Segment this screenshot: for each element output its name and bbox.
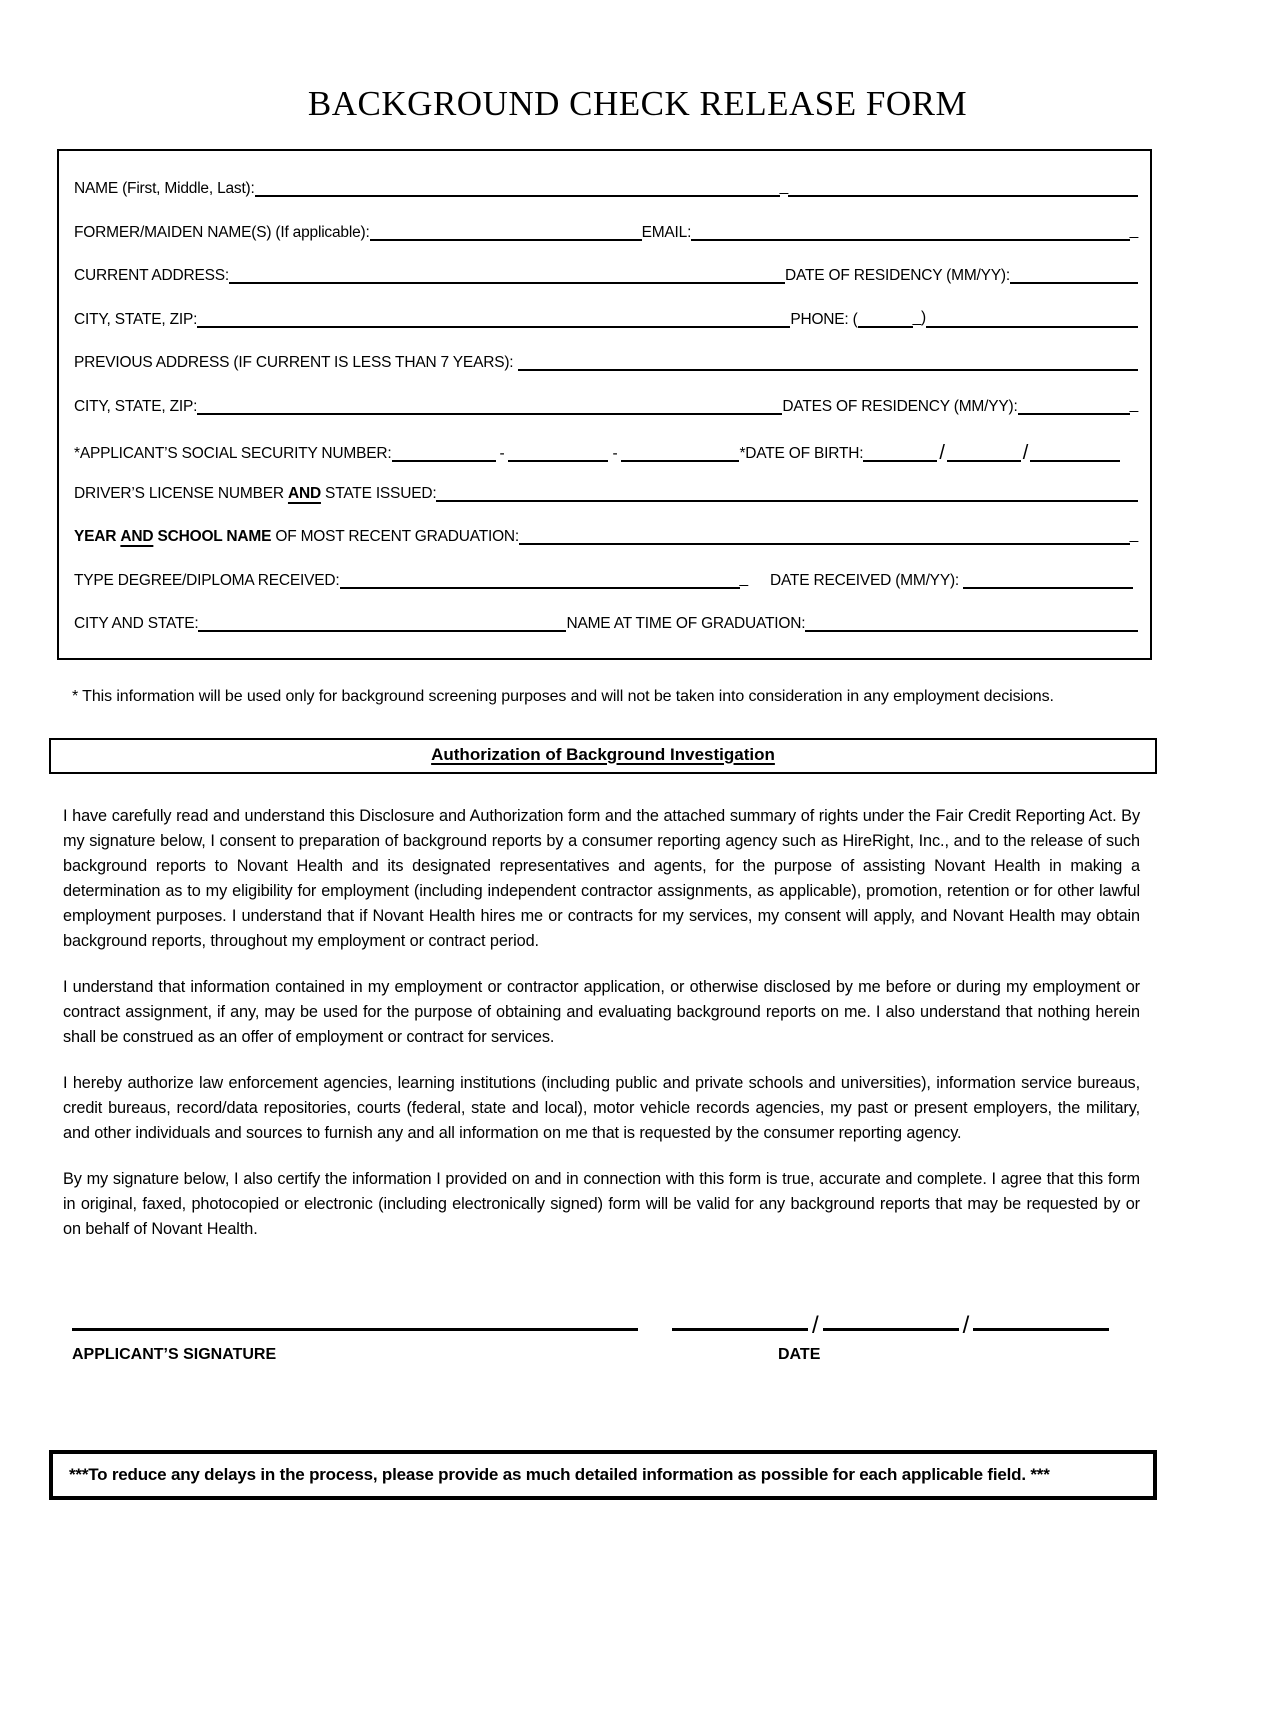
- phone-area-code-line[interactable]: [858, 326, 913, 328]
- stray-underscore: _: [1129, 221, 1138, 239]
- phone-label: PHONE: (: [790, 310, 858, 328]
- grad-city-state-line[interactable]: [198, 630, 566, 632]
- grad-city-state-label: CITY AND STATE:: [74, 615, 199, 632]
- stray-underscore: _: [1129, 526, 1138, 543]
- city-state-zip-label: CITY, STATE, ZIP:: [74, 310, 198, 328]
- name-line-1[interactable]: [255, 195, 780, 197]
- ssn-part2-line[interactable]: [508, 460, 608, 462]
- date-month-line[interactable]: [672, 1328, 808, 1331]
- background-check-release-form-page: [0, 84, 1275, 1500]
- city-state-zip-2-label: CITY, STATE, ZIP:: [74, 397, 198, 415]
- auth-paragraph-2: I understand that information contained in my employment or contractor application, or otherwise disclosed by me before or during my employment or contract assignment, if any, may be used for the purpose of obtaining and evaluating background reports on me. I also understand that nothing herein shall be construed as an offer of employment or contract for services.: [63, 977, 1140, 1046]
- stray-underscore: _: [1129, 395, 1138, 413]
- dob-slash: /: [1022, 442, 1029, 464]
- date-slash: /: [812, 1311, 819, 1339]
- dates-of-residency-label: DATES OF RESIDENCY (MM/YY):: [782, 397, 1018, 415]
- date-year-line[interactable]: [973, 1328, 1109, 1331]
- signature-labels: [72, 1346, 1113, 1364]
- form-row-ssn-dob: [74, 424, 1138, 468]
- ssn-dash: -: [499, 445, 505, 462]
- and-emphasis: AND: [120, 528, 154, 545]
- signature-row: [72, 1310, 1113, 1338]
- graduation-year-school-line[interactable]: [519, 543, 1130, 545]
- email-line[interactable]: [691, 239, 1129, 241]
- applicant-signature-line[interactable]: [72, 1328, 638, 1331]
- state-issued-label: STATE ISSUED:: [320, 484, 437, 502]
- form-row-city-state-zip: [74, 294, 1138, 338]
- and-emphasis: AND: [287, 484, 321, 502]
- auth-paragraph-3: I hereby authorize law enforcement agencies, learning institutions (including public and private schools and universities), information service bureaus, credit bureaus, record/data repositories, courts (federal, state and local), motor vehicle records agencies, my past or present employers, the military, and other individuals and sources to furnish any and all information on me that is requested by the consumer reporting agency.: [63, 1073, 1140, 1142]
- form-row-graduation: [74, 511, 1138, 555]
- auth-paragraph-1: I have carefully read and understand this Disclosure and Authorization form and the attached summary of rights under the Fair Credit Reporting Act. By my signature below, I consent to preparation of background reports by a consumer reporting agency such as HireRight, Inc., and to the release of such background reports to Novant Health and its designated representatives and agents, for the purpose of assisting Novant Health in making a determination as to my eligibility for employment (including independent contractor assignments, as applicable), promotion, retention or for other lawful employment purposes. I understand that if Novant Health hires me or contracts for my services, my consent will apply, and Novant Health may obtain background reports, throughout my employment or contract period.: [63, 806, 1140, 950]
- former-maiden-name-line[interactable]: [370, 239, 642, 241]
- phone-close-paren: _): [912, 308, 926, 326]
- ssn-label: *APPLICANT’S SOCIAL SECURITY NUMBER:: [74, 445, 392, 462]
- screening-disclaimer-note: * This information will be used only for background screening purposes and will not be taken into consideration in any employment decisions.: [72, 687, 1054, 705]
- previous-address-line[interactable]: [518, 369, 1138, 371]
- date-label: DATE: [778, 1345, 821, 1363]
- dob-month-line[interactable]: [863, 460, 937, 462]
- drivers-license-line[interactable]: [436, 500, 1138, 502]
- date-slash: /: [962, 1311, 970, 1339]
- page-title: BACKGROUND CHECK RELEASE FORM: [307, 84, 968, 123]
- ssn-part1-line[interactable]: [392, 460, 496, 462]
- auth-paragraphs: [63, 804, 1140, 1242]
- form-row-name: [74, 163, 1138, 207]
- form-row-former-name-email: [74, 207, 1138, 251]
- auth-section-header-box: [49, 738, 1157, 774]
- degree-type-line[interactable]: [340, 587, 740, 589]
- applicant-info-box: [57, 149, 1152, 660]
- date-received-label: DATE RECEIVED (MM/YY):: [769, 571, 964, 589]
- date-of-birth-label: *DATE OF BIRTH:: [739, 445, 864, 462]
- graduation-name-label: NAME AT TIME OF GRADUATION:: [566, 615, 806, 632]
- current-address-label: CURRENT ADDRESS:: [74, 267, 229, 284]
- form-row-previous-address: [74, 337, 1138, 381]
- form-row-grad-city-name: [74, 598, 1138, 642]
- ssn-part3-line[interactable]: [621, 460, 739, 462]
- email-label: EMAIL:: [641, 223, 692, 241]
- date-of-residency-label: DATE OF RESIDENCY (MM/YY):: [784, 267, 1010, 284]
- date-received-line[interactable]: [963, 587, 1133, 589]
- stray-underscore: _: [779, 178, 789, 195]
- previous-address-label: PREVIOUS ADDRESS (IF CURRENT IS LESS THAN 7 YEARS):: [74, 354, 518, 371]
- applicant-signature-label: APPLICANT’S SIGNATURE: [72, 1345, 277, 1363]
- date-day-line[interactable]: [823, 1328, 959, 1331]
- name-label: NAME (First, Middle, Last):: [74, 180, 255, 197]
- auth-paragraph-4: By my signature below, I also certify the information I provided on and in connection with this form is true, accurate and complete. I agree that this form in original, faxed, photocopied or electronic (including electronically signed) form will be valid for any background reports that may be requested by or on behalf of Novant Health.: [63, 1169, 1140, 1238]
- phone-number-line[interactable]: [926, 326, 1138, 328]
- year-emphasis: YEAR: [74, 528, 121, 545]
- form-row-drivers-license: [74, 468, 1138, 512]
- dates-of-residency-line[interactable]: [1018, 413, 1130, 415]
- former-maiden-name-label: FORMER/MAIDEN NAME(S) (If applicable):: [74, 223, 370, 241]
- footer-notice-box: [49, 1450, 1157, 1500]
- form-fields: [74, 163, 1138, 642]
- degree-type-label: TYPE DEGREE/DIPLOMA RECEIVED:: [74, 571, 340, 589]
- form-row-degree: [74, 555, 1138, 599]
- current-address-line[interactable]: [229, 282, 785, 284]
- footer-notice-text: ***To reduce any delays in the process, please provide as much detailed information as possible for each applicable field. ***: [69, 1464, 1050, 1484]
- drivers-license-label: DRIVER’S LICENSE NUMBER: [74, 484, 288, 502]
- auth-section-title: Authorization of Background Investigation: [431, 744, 775, 764]
- dob-year-line[interactable]: [1030, 460, 1120, 462]
- name-line-2[interactable]: [788, 195, 1138, 197]
- form-row-current-address: [74, 250, 1138, 294]
- ssn-dash: -: [612, 445, 618, 462]
- form-row-city-state-zip-2: [74, 381, 1138, 425]
- school-name-emphasis: SCHOOL NAME: [153, 528, 272, 545]
- city-state-zip-line[interactable]: [197, 326, 790, 328]
- dob-day-line[interactable]: [947, 460, 1021, 462]
- date-of-residency-line[interactable]: [1010, 282, 1138, 284]
- dob-slash: /: [939, 442, 945, 464]
- graduation-label: OF MOST RECENT GRADUATION:: [271, 528, 520, 545]
- stray-underscore: _: [739, 569, 748, 587]
- graduation-name-line[interactable]: [805, 630, 1138, 632]
- city-state-zip-2-line[interactable]: [197, 413, 782, 415]
- signature-area: [72, 1310, 1113, 1364]
